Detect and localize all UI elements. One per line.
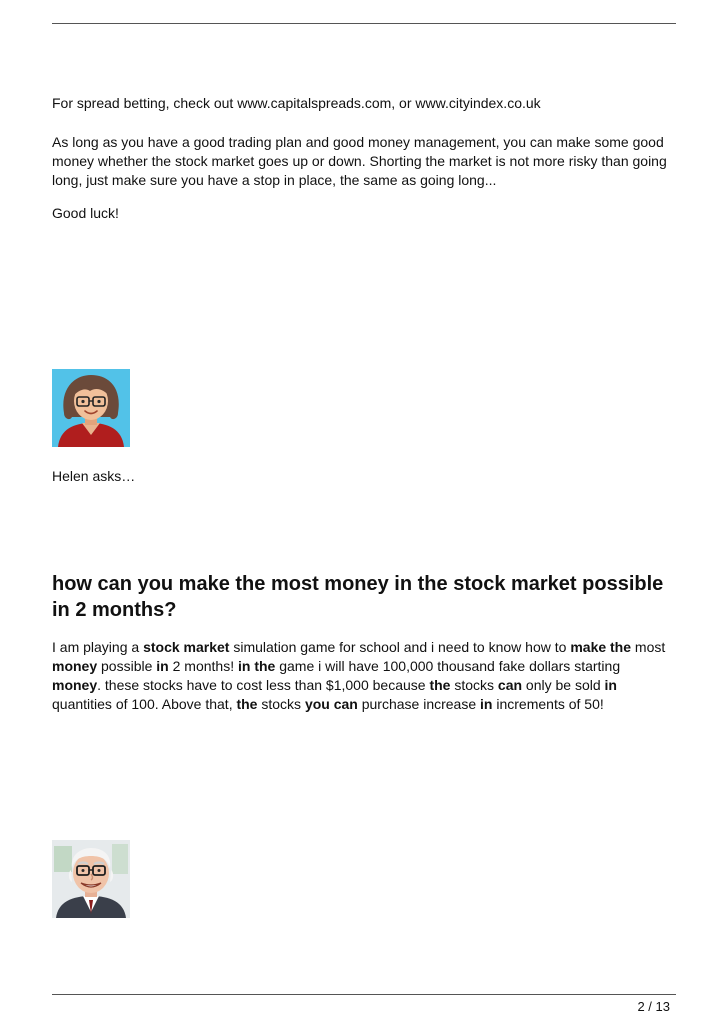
question-text-run: game i will have 100,000 thousand fake dollars starting — [275, 658, 621, 674]
highlighted-keyword: stock market — [143, 639, 230, 655]
highlighted-keyword: make the — [570, 639, 632, 655]
question-text-run: increments of 50! — [492, 696, 604, 712]
highlighted-keyword: you can — [304, 696, 358, 712]
highlighted-keyword: money — [52, 658, 98, 674]
question-text-run: simulation game for school and i need to know how to — [229, 639, 571, 655]
woman-avatar-icon — [52, 369, 130, 447]
highlighted-keyword: the — [236, 696, 258, 712]
question-text-run: only be sold — [522, 677, 605, 693]
highlighted-keyword: in — [604, 677, 617, 693]
question-body — [52, 638, 672, 714]
header-rule — [52, 23, 676, 24]
question-title: how can you make the most money in the stock market possible in 2 months? — [52, 573, 664, 621]
highlighted-keyword: money — [52, 677, 98, 693]
footer-rule — [52, 994, 676, 995]
asker-name: Helen asks… — [52, 468, 136, 484]
question-text-run: stocks — [257, 696, 305, 712]
question-text-run: most — [631, 639, 666, 655]
question-text-run: purchase increase — [357, 696, 481, 712]
highlighted-keyword: in the — [238, 658, 276, 674]
question-text-run: . these stocks have to cost less than $1,000 because — [97, 677, 430, 693]
highlighted-keyword: in — [480, 696, 493, 712]
cartoon-woman-with-glasses-icon — [52, 369, 130, 447]
page-number: 2 / 13 — [637, 999, 670, 1014]
question-text-run: possible — [97, 658, 157, 674]
highlighted-keyword: the — [429, 677, 451, 693]
highlighted-keyword: can — [497, 677, 523, 693]
question-text-run: I am playing a — [52, 639, 144, 655]
trading-plan-paragraph: As long as you have a good trading plan and good money management, you can make some good money whether the stock market goes up or down. Shorting the market is not more risky than going long, just make sure you have a stop in place, the same as going long... — [52, 134, 667, 188]
highlighted-keyword: in — [156, 658, 169, 674]
question-text-run: 2 months! — [168, 658, 238, 674]
cartoon-old-man-with-glasses-icon — [52, 840, 130, 918]
question-text-run: quantities of 100. Above that, — [52, 696, 237, 712]
good-luck-paragraph: Good luck! — [52, 205, 119, 221]
spread-betting-paragraph: For spread betting, check out www.capitalspreads.com, or www.cityindex.co.uk — [52, 95, 541, 111]
question-text-run: stocks — [450, 677, 498, 693]
man-avatar-icon — [52, 840, 130, 918]
